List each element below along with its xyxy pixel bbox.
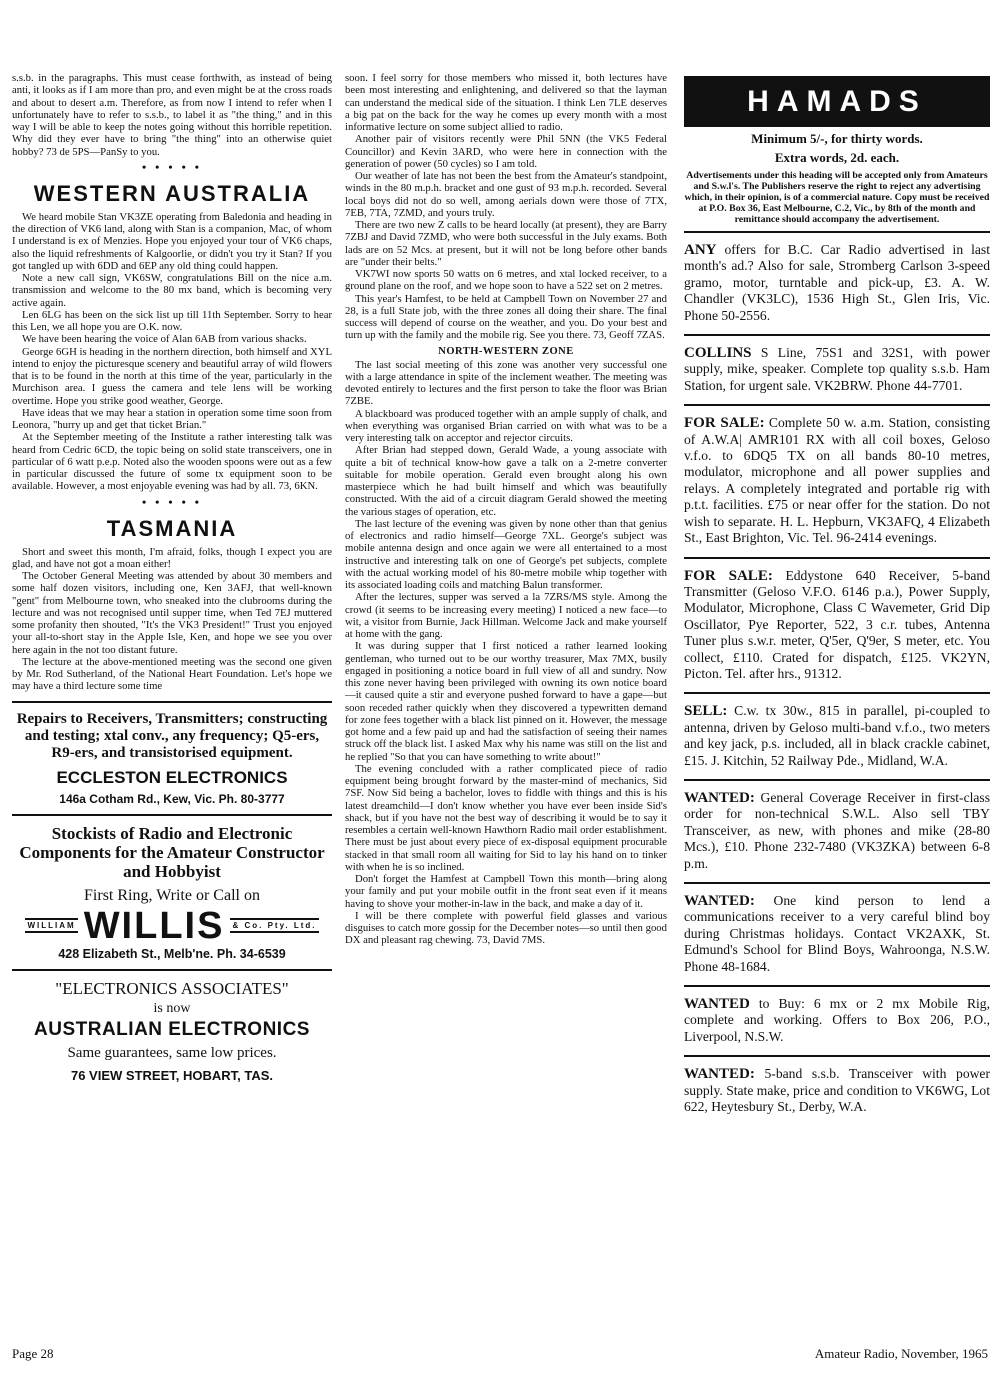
classified-list — [684, 231, 990, 1125]
hamads-column — [684, 76, 990, 1125]
classified-ad — [684, 404, 990, 556]
ad-headline: Stockists of Radio and Electronic Components for the Amateur Constructor and Hobbyist — [19, 823, 325, 881]
paragraph: I will be there complete with powerful field glasses and various disguises to catch more gossip for the December notes—so until then good DX and pleasant rag chewing. 73, David 7MS. — [345, 909, 667, 947]
paragraph: The evening concluded with a rather complicated piece of radio equipment being brought forward by the master-mind of mechanics, Sid 7SF. Now Sid being a bachelor, loves to fiddle with things and this is his latest dreamchild—I don't know whether you have ever been inside Sid's shack, but if you have not the best way of describing it would be to say it resembles a certain well-known Hawthorn Radio mail order establishment. There must be just about every piece of ex-disposal equipment procurable stacked in that small room all waiting for Sid to lay his hand on to tinker with when he is so inclined. — [345, 762, 667, 873]
intro-paragraph: s.s.b. in the paragraphs. This must cease forthwith, as instead of being anti, it looks as if I am more than pro, and even might be at the cross roads and about to desert a.m. Therefore, as from now I intend to refer when I unfortunately have to refer to s.s.b., to label it as "the thing," and in this way I will be able to keep the notes going without this horrible repetition. Why did they ever have to bring "the thing" into an otherwise quiet hobby? 73 de 5PS—PanSy to you. — [12, 72, 332, 158]
left-column — [12, 72, 332, 1083]
hamads-rate-1: Minimum 5/-, for thirty words. — [751, 131, 923, 146]
classified-body: offers for B.C. Car Radio advertised in last month's ad.? Also for sale, Stromberg Carlson 3-speed gramo, motor, turntable and pick-up, £3. A. W. Chandler (VK3LC), 1536 High St., Glen Iris, Vic. Phone 50-2556. — [684, 242, 990, 323]
paragraph: Another pair of visitors recently were Phil 5NN (the VK5 Federal Councillor) and Kevin 3ARD, who were here in connection with the generation of power (50 cycles) so I am told. — [345, 133, 667, 170]
ad-headline: Repairs to Receivers, Transmitters; constructing and testing; xtal conv., any frequency; Q5-ers, R9-ers, and transistorised equipment. — [16, 710, 328, 761]
classified-ad — [684, 692, 990, 779]
section-title-western-australia: WESTERN AUSTRALIA — [33, 180, 311, 206]
hamads-terms: Advertisements under this heading will be accepted only from Amateurs and S.w.l's. The Publishers reserve the right to reject any advertising which, in their opinion, is of a commercial nature. Copy must be received at P.O. Box 36, East Melbourne, C.2, Vic., by 8th of the month and remittance should accompany the advertisement. — [684, 170, 990, 225]
ad-address: 146a Cotham Rd., Kew, Vic. Ph. 80-3777 — [59, 791, 285, 806]
paragraph: There are two new Z calls to be heard locally (at present), they are Barry 7ZBJ and David 7ZMD, who were both successful in the July exams. Both lads are on 52 Mcs. at present, but it will not be long before other bands are "under their belts." — [345, 219, 667, 268]
divider — [12, 701, 332, 703]
logo-copty: & Co. Pty. Ltd. — [230, 918, 318, 933]
paragraph: At the September meeting of the Institute a rather interesting talk was heard from Cedric 6CD, the topic being on solid state transceivers, one in particular of 6 watt p.e.p. Noted also the wooden spoons were out as a few in particular discussed the future of some tx equipment soon to be available. However, a most enjoyable evening was had by all. 73, 6KN. — [12, 431, 332, 493]
middle-column — [345, 72, 667, 947]
paragraph: Don't forget the Hamfest at Campbell Town this month—bring along your family and put your mobile outfit in the front seat even if it means having to shove your mother-in-law in the back, and make a day of it. — [345, 873, 667, 910]
classified-body: S Line, 75S1 and 32S1, with power supply, mike, speaker. Complete top quality s.s.b. Ham Station, for urgent sale. VK2BRW. Phone 44-7701. — [684, 345, 990, 393]
willis-logo — [12, 904, 332, 947]
hamads-rate-2: Extra words, 2d. each. — [774, 150, 900, 165]
paragraph: The last social meeting of this zone was another very successful one with a large attendance in spite of the inclement weather. The meeting was devoted entirely to lectures and the first person to take the floor was Brian 7ZBE. — [345, 358, 667, 408]
paragraph: VK7WI now sports 50 watts on 6 metres, and xtal locked receiver, to a ground plane on the roof, and we hope soon to have a 522 set on 2 metres. — [345, 268, 667, 293]
ad-willis — [12, 824, 332, 961]
paragraph: The lecture at the above-mentioned meeting was the second one given by Mr. Rod Sutherland, of the National Heart Foundation. Let's hope we may have a third lecture some time — [12, 655, 332, 693]
paragraph: It was during supper that I first noticed a rather learned looking gentleman, who turned out to be our worthy treasurer, Max 7MX, busily engaged in positioning a notice board in full view of all and sundry. Now this zone never having been privileged with owning its own notice board—it caused quite a stir and everyone pushed forward to have a gape—but soon receded rather quickly when they discovered a typewritten demand for zone fees together with a black list pinned on it. However, the message got home and a few paid up and had the satisfaction of seeing their names struck off the black list. I asked Max why his name was still on the list and he replied "So that you can have something to write about!" — [345, 640, 667, 763]
paragraph: Short and sweet this month, I'm afraid, folks, though I expect you are glad, and have not got a moan either! — [12, 545, 332, 570]
paragraph: The October General Meeting was attended by about 30 members and some half dozen visitors, including one, Ken 3AFJ, that well-known "gent" from Melbourne town, who sneaked into the clubrooms during the lecture and was not recognised until supper time, when Ted 7EJ muttered some profanity then shouted, "It's the VK3 President!" Trust you enjoyed your all-to-short stay in the Apple Isle, Ken, and hope we see you over here again in the not too distant future. — [12, 570, 332, 656]
classified-lead: ANY — [684, 242, 717, 258]
tas-body — [12, 546, 332, 693]
classified-ad — [684, 334, 990, 404]
classified-body: 5-band s.s.b. Transceiver with power supply. State make, price and condition to VK6WG, Lot 622, Heytesbury St., Derby, W.A. — [684, 1066, 990, 1115]
classified-ad — [684, 1055, 990, 1125]
ad-address: 428 Elizabeth St., Melb'ne. Ph. 34-6539 — [58, 946, 286, 961]
paragraph: Have ideas that we may hear a station in operation some time soon from Leonora, "hurry up and get that ticket Brian." — [12, 406, 332, 431]
ad-line: First Ring, Write or Call on — [84, 886, 260, 904]
ad-is-now: is now — [153, 1000, 191, 1016]
paragraph: A blackboard was produced together with an ample supply of chalk, and when everything was organised Brian carried on with what was to be a very interesting talk on acceptor and rejector circuits. — [345, 407, 667, 444]
classified-body: C.w. tx 30w., 815 in parallel, pi-coupled to antenna, driven by Geloso multi-band v.f.o., two meters and key jack, p.s. included, all in black crackle cabinet, £15. J. Kitchin, 52 Railway Pde., Midland, W.A. — [684, 703, 990, 768]
ad-company: AUSTRALIAN ELECTRONICS — [34, 1018, 310, 1040]
paragraph: soon. I feel sorry for those members who missed it, both lectures have been most interesting and enlightening, and delivered so that the layman can understand the medical side of the situation. I think Len 7LE deserves a big pat on the back for the way he comes up every month with a most informative lecture on some subject allied to radio. — [345, 72, 667, 133]
nw-body — [345, 359, 667, 947]
classified-ad — [684, 779, 990, 882]
subsection-title-north-western-zone: NORTH-WESTERN ZONE — [438, 345, 574, 357]
classified-lead: FOR SALE: — [684, 567, 773, 584]
wa-body — [12, 211, 332, 493]
hamads-banner: HAMADS — [684, 76, 990, 127]
logo-willis: WILLIS — [83, 904, 225, 947]
paragraph: This year's Hamfest, to be held at Campbell Town on November 27 and 28, is a full State job, with the three zones all doing their share. The final success will depend of course on the weather, and you. Do your best and turn up with the family and the mobile rig. See you there. 73, Geoff 7ZAS. — [345, 292, 667, 342]
classified-ad — [684, 985, 990, 1055]
separator: • • • • • — [141, 159, 202, 174]
journal-issue: Amateur Radio, November, 1965 — [814, 1346, 988, 1361]
logo-william: WILLIAM — [25, 918, 77, 933]
paragraph: Our weather of late has not been the best from the Amateur's standpoint, winds in the 80 m.p.h. bracket and one gust of 93 m.p.h. recorded. Several local boys did not do so well, among aerials down were those of 7TX, 7EB, 7TA, 7ZMD, and yours truly. — [345, 170, 667, 219]
paragraph: After the lectures, supper was served a la 7ZRS/MS style. Among the crowd (it seems to be increasing every meeting) I noticed a new face—to wit, a visitor from Burnie, Jack Hillman. Welcome Jack and make yourself at home with the gang. — [345, 591, 667, 640]
classified-body: Eddystone 640 Receiver, 5-band Transmitter (Geloso V.F.O. 6146 p.a.), Power Supply, Modulator, Microphone, Class C Wavemeter, Grid Dip Oscillator, Pye Reporter, 522, 3 c.r. tubes, Antenna Tuner plus s.w.r. meter, Q'5er, Q'9er, S meter, etc. You collect, £110. Crated for dispatch, £125. VK2YN, Picton. Tel. after hrs., 91312. — [684, 567, 990, 681]
tas-continued — [345, 72, 667, 342]
classified-body: to Buy: 6 mx or 2 mx Mobile Rig, complete and working. Offers to Box 206, P.O., Liverpool, N.S.W. — [684, 996, 990, 1044]
paragraph: The last lecture of the evening was given by none other than that genius of electronics and radio himself—George 7XL. George's subject was mobile antenna design and once again we were all entertained to a most instructive and interesting talk on one of George's pet subjects, complete with the actual working model of his 80-metre mobile whip together with its associated loading coils and matching Balun transformer. — [345, 517, 667, 591]
classified-lead: FOR SALE: — [684, 415, 765, 432]
classified-lead: WANTED: — [684, 789, 755, 806]
classified-lead: COLLINS — [684, 345, 752, 362]
paragraph: After Brian had stepped down, Gerald Wade, a young associate with quite a bit of technical know-how gave a talk on a 2-metre converter suitable for mobile operation. Gerald even brought along his own masterpiece which he had built himself and which was beautifully constructed. With the aid of a circuit diagram Gerald showed the meeting the various stages of operation, etc. — [345, 444, 667, 518]
classified-lead: WANTED — [684, 996, 750, 1013]
paragraph: Len 6LG has been on the sick list up till 11th September. Sorry to hear this Len, we all hope you are O.K. now. — [12, 308, 332, 333]
ad-company: ECCLESTON ELECTRONICS — [56, 767, 288, 787]
classified-body: Complete 50 w. a.m. Station, consisting of A.W.A| AMR101 RX with all coil boxes, Geloso v.f.o. to 6DQ5 TX on all bands 80-10 metres, modulator, microphone and all power supplies and relays. A completely integrated and portable rig with p.t.t. facilities. £75 or near offer for the station. Do not wish to separate. H. L. Hepburn, VK3AFQ, 4 Elizabeth St., East Brighton, Vic. Tel. 96-2414 evenings. — [684, 415, 990, 546]
ad-former-name: "ELECTRONICS ASSOCIATES" — [55, 978, 289, 998]
paragraph: Note a new call sign, VK6SW, congratulations Bill on the nice a.m. transmission and welcome to the 80 mx band, which is becoming very active again. — [12, 272, 332, 309]
classified-body: General Coverage Receiver in first-class order for non-technical S.W.L. Also sell TBY Transceiver, as new, with phones and mike (28-80 Mcs.), £10. Phone 232-7480 (VK3ZKA) between 6-8 p.m. — [684, 789, 990, 871]
page-number: Page 28 — [12, 1346, 54, 1361]
classified-body: One kind person to lend a communications receiver to a very careful blind boy during Christmas holidays. Contact VK2AXK, St. Edmund's School for Blind Boys, Wahroonga, N.S.W. Phone 48-1684. — [684, 893, 990, 974]
classified-lead: WANTED: — [684, 1066, 755, 1083]
separator: • • • • • — [141, 494, 202, 509]
section-title-tasmania: TASMANIA — [106, 515, 238, 541]
divider — [12, 969, 332, 971]
classified-ad — [684, 882, 990, 985]
classified-ad — [684, 231, 990, 334]
ad-australian-electronics — [12, 979, 332, 1083]
divider — [12, 814, 332, 816]
paragraph: We heard mobile Stan VK3ZE operating from Baledonia and heading in the direction of VK6 land, along with Stan is a companion, Mac, of whom I understand is ex of Menzies. Hope you enjoyed your tour of VK6 chaps, also the liquid refreshments of Kalgoorlie, or didn't you try it Stan? If you got tangled up with 6DD and 6EP any old thing could happen. — [12, 210, 332, 272]
paragraph: George 6GH is heading in the northern direction, both himself and XYL intend to enjoy the picturesque scenery and beautiful array of wild flowers that is to be found in the north at this time of the year, particularly in the Murchison area. I guess the camera and tele lens will be working overtime. Hope you strike good weather, George. — [12, 345, 332, 407]
ad-eccleston — [12, 711, 332, 806]
ad-address: 76 VIEW STREET, HOBART, TAS. — [70, 1067, 273, 1083]
classified-lead: WANTED: — [684, 893, 755, 909]
paragraph: We have been hearing the voice of Alan 6AB from various shacks. — [22, 333, 307, 346]
classified-lead: SELL: — [684, 703, 728, 720]
classified-ad — [684, 557, 990, 693]
ad-guarantees: Same guarantees, same low prices. — [67, 1044, 277, 1061]
